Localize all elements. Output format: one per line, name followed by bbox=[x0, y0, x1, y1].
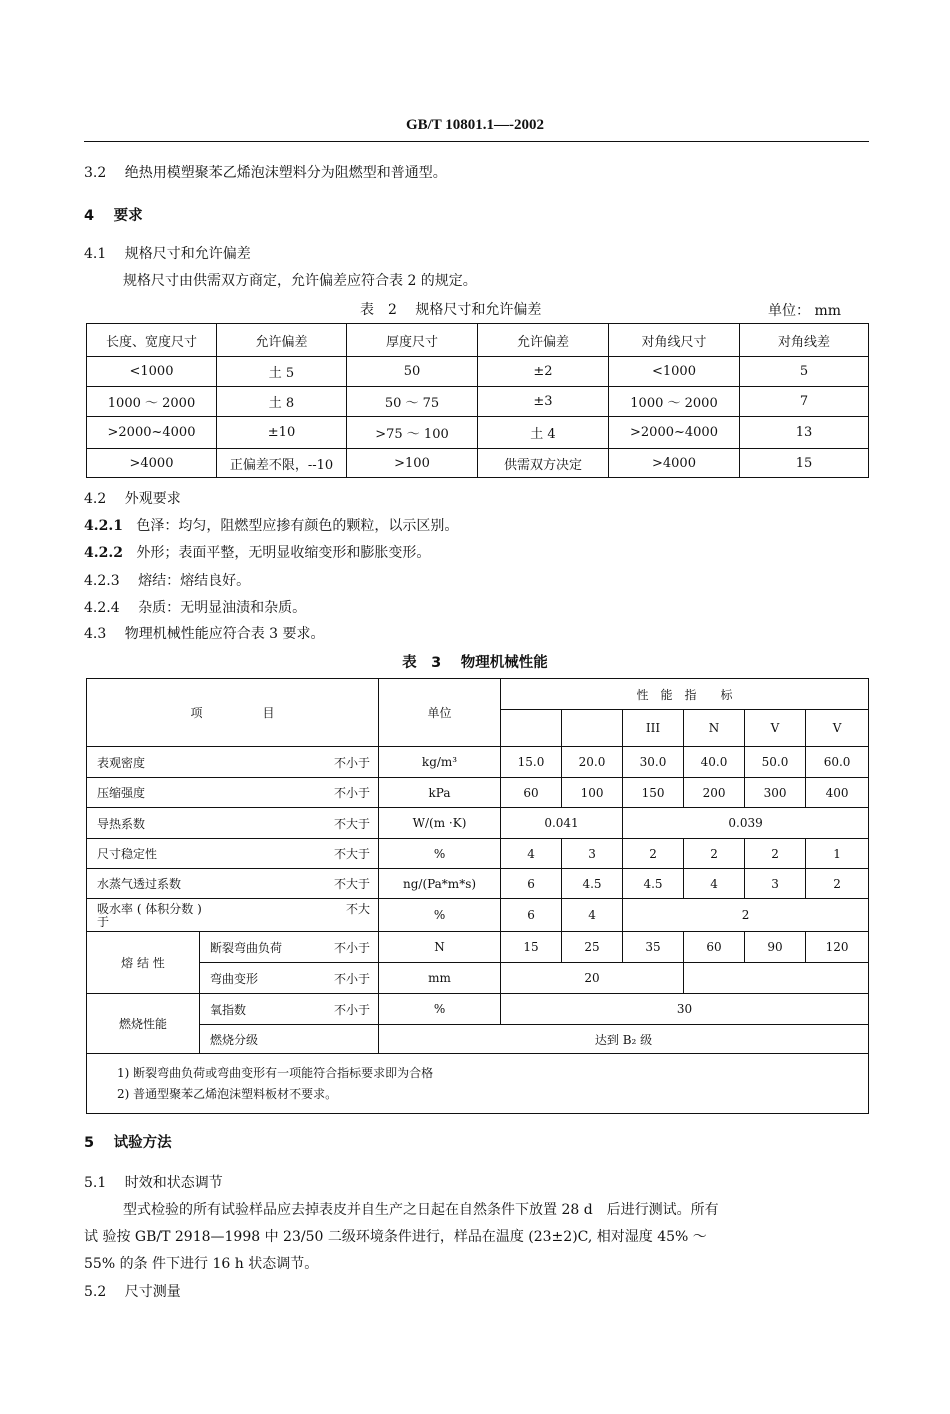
clause-text: 外形；表面平整，无明显收缩变形和膨胀变形。 bbox=[136, 545, 431, 561]
section-4-heading: 4 要求 bbox=[84, 208, 143, 224]
table2-header: 长度、宽度尺寸 bbox=[87, 324, 217, 357]
value-cell: 4 bbox=[684, 869, 745, 899]
table-row bbox=[87, 963, 869, 994]
table2-cell: >4000 bbox=[87, 449, 217, 478]
value-cell: 6 bbox=[501, 899, 562, 932]
table2-header: 允许偏差 bbox=[217, 324, 347, 357]
value-cell: 20.0 bbox=[562, 747, 623, 778]
property-condition: 不大于 bbox=[334, 816, 371, 831]
table2-cell: >75 ～ 100 bbox=[347, 417, 478, 449]
property-condition: 不小于 bbox=[334, 971, 371, 986]
value-cell: 60 bbox=[501, 778, 562, 808]
value-cell: 6 bbox=[501, 869, 562, 899]
value-cell: 60 bbox=[684, 932, 745, 963]
unit-cell: kPa bbox=[379, 778, 501, 808]
table2-cell: 1000 ～ 2000 bbox=[87, 387, 217, 417]
value-cell: 200 bbox=[684, 778, 745, 808]
table-row bbox=[87, 449, 869, 478]
table2-cell: 13 bbox=[740, 417, 869, 449]
property-name: 尺寸稳定性 bbox=[97, 847, 158, 861]
table2-caption: 表 2 规格尺寸和允许偏差 bbox=[360, 302, 542, 318]
table2-unit: 单位： mm bbox=[768, 303, 842, 319]
table2-header: 对角线尺寸 bbox=[609, 324, 740, 357]
value-cell: 15.0 bbox=[501, 747, 562, 778]
table-row bbox=[87, 387, 869, 417]
value-cell: 15 bbox=[501, 932, 562, 963]
property-name: 断裂弯曲负荷 bbox=[210, 940, 283, 955]
unit-cell: kg/m³ bbox=[379, 747, 501, 778]
clause-number: 4.2.2 bbox=[84, 545, 123, 561]
property-cell bbox=[87, 747, 379, 778]
table-row bbox=[87, 839, 869, 869]
table2-cell: ±3 bbox=[478, 387, 609, 417]
property-cell bbox=[87, 808, 379, 839]
value-cell: 4 bbox=[562, 899, 623, 932]
table2-cell: 正偏差不限，--10 bbox=[217, 449, 347, 478]
value-cell: 30 bbox=[501, 994, 869, 1025]
property-name: 导热系数 bbox=[97, 816, 146, 831]
value-cell: 2 bbox=[745, 839, 806, 869]
unit-cell: % bbox=[379, 994, 501, 1025]
value-cell: 4 bbox=[501, 839, 562, 869]
table2-cell: <1000 bbox=[87, 357, 217, 387]
grade-cell bbox=[562, 710, 623, 747]
table-row bbox=[87, 869, 869, 899]
table3-note: 2) 普通型聚苯乙烯泡沫塑料板材不要求。 bbox=[117, 1086, 338, 1101]
property-cell bbox=[200, 963, 379, 994]
property-cell bbox=[87, 778, 379, 808]
table2-cell: 50 ～ 75 bbox=[347, 387, 478, 417]
clause-4-2: 4.2 外观要求 bbox=[84, 491, 181, 507]
value-cell: 1 bbox=[806, 839, 869, 869]
property-condition: 不大于 bbox=[334, 847, 371, 861]
value-cell: 0.039 bbox=[623, 808, 869, 839]
clause-5-1-line3: 55% 的条 件下进行 16 h 状态调节。 bbox=[84, 1256, 319, 1272]
table-row bbox=[87, 808, 869, 839]
property-name: 吸水率 ( 体积分数 ) bbox=[97, 902, 202, 916]
property-cell bbox=[87, 899, 379, 932]
table3-notes-row bbox=[87, 1054, 869, 1114]
unit-cell: ng/(Pa*m*s) bbox=[379, 869, 501, 899]
table3-header-item: 项 目 bbox=[87, 679, 379, 747]
table2-cell: ±10 bbox=[217, 417, 347, 449]
clause-text: 色泽：均匀，阻燃型应掺有颜色的颗粒，以示区别。 bbox=[136, 518, 459, 534]
unit-cell: % bbox=[379, 839, 501, 869]
table2-cell: 土 5 bbox=[217, 357, 347, 387]
unit-cell: mm bbox=[379, 963, 501, 994]
grade-cell: V bbox=[806, 710, 869, 747]
property-condition-tail: 于 bbox=[97, 915, 110, 929]
value-cell: 20 bbox=[501, 963, 684, 994]
property-condition: 不小于 bbox=[334, 786, 371, 800]
clause-4-1: 4.1 规格尺寸和允许偏差 bbox=[84, 246, 251, 262]
table2-header: 厚度尺寸 bbox=[347, 324, 478, 357]
grade-cell: III bbox=[623, 710, 684, 747]
clause-5-1: 5.1 时效和状态调节 bbox=[84, 1175, 223, 1191]
table2-cell: 土 8 bbox=[217, 387, 347, 417]
table2-cell: 7 bbox=[740, 387, 869, 417]
standard-code-header: GB/T 10801.1—-2002 bbox=[405, 117, 545, 133]
table2-header: 允许偏差 bbox=[478, 324, 609, 357]
table2-cell: <1000 bbox=[609, 357, 740, 387]
table-row bbox=[87, 357, 869, 387]
property-cell bbox=[200, 994, 379, 1025]
value-cell: 120 bbox=[806, 932, 869, 963]
property-name: 燃烧分级 bbox=[200, 1025, 379, 1054]
table3-header-unit: 单位 bbox=[379, 679, 501, 747]
value-cell: 3 bbox=[562, 839, 623, 869]
clause-4-1-text: 规格尺寸由供需双方商定，允许偏差应符合表 2 的规定。 bbox=[123, 273, 477, 289]
value-cell: 150 bbox=[623, 778, 684, 808]
value-cell: 2 bbox=[806, 869, 869, 899]
value-cell: 2 bbox=[684, 839, 745, 869]
table3-caption: 表 3 物理机械性能 bbox=[402, 655, 548, 671]
table2-cell: ±2 bbox=[478, 357, 609, 387]
header-rule bbox=[84, 141, 869, 142]
table3-notes bbox=[87, 1054, 869, 1114]
value-cell: 4.5 bbox=[562, 869, 623, 899]
table2 bbox=[86, 323, 869, 478]
table2-cell: >4000 bbox=[609, 449, 740, 478]
table2-cell: 土 4 bbox=[478, 417, 609, 449]
value-cell: 300 bbox=[745, 778, 806, 808]
property-condition: 不大 bbox=[346, 902, 371, 916]
property-name: 压缩强度 bbox=[97, 786, 146, 800]
table-row bbox=[87, 747, 869, 778]
value-cell: 2 bbox=[623, 839, 684, 869]
table3-header-performance: 性 能 指 标 bbox=[501, 679, 869, 710]
table-row bbox=[87, 417, 869, 449]
table2-cell: >100 bbox=[347, 449, 478, 478]
grade-cell bbox=[501, 710, 562, 747]
value-cell: 达到 B₂ 级 bbox=[379, 1025, 869, 1054]
value-cell: 3 bbox=[745, 869, 806, 899]
property-name: 水蒸气透过系数 bbox=[97, 877, 182, 891]
property-name: 表观密度 bbox=[97, 755, 146, 770]
table2-cell: 50 bbox=[347, 357, 478, 387]
property-condition: 不小于 bbox=[334, 940, 371, 955]
table2-header: 对角线差 bbox=[740, 324, 869, 357]
value-cell: 100 bbox=[562, 778, 623, 808]
clause-5-2: 5.2 尺寸测量 bbox=[84, 1284, 181, 1300]
table3 bbox=[86, 678, 869, 1114]
value-cell: 90 bbox=[745, 932, 806, 963]
value-cell: 0.041 bbox=[501, 808, 623, 839]
table2-cell: 15 bbox=[740, 449, 869, 478]
clause-4-3: 4.3 物理机械性能应符合表 3 要求。 bbox=[84, 626, 325, 642]
clause-number: 4.2.1 bbox=[84, 518, 123, 534]
table-row bbox=[87, 994, 869, 1025]
property-condition: 不小于 bbox=[334, 1002, 371, 1017]
clause-4-2-3: 4.2.3 熔结：熔结良好。 bbox=[84, 573, 251, 589]
section-5-heading: 5 试验方法 bbox=[84, 1135, 172, 1151]
table2-cell: 供需双方决定 bbox=[478, 449, 609, 478]
grade-cell: N bbox=[684, 710, 745, 747]
table-row bbox=[87, 1025, 869, 1054]
table2-header-row bbox=[87, 324, 869, 357]
value-cell: 4.5 bbox=[623, 869, 684, 899]
property-name: 氧指数 bbox=[210, 1002, 247, 1017]
table3-header-row bbox=[87, 679, 869, 710]
table-row bbox=[87, 778, 869, 808]
clause-5-1-line1: 型式检验的所有试验样品应去掉表皮并自生产之日起在自然条件下放置 28 d 后进行测试。所有 bbox=[123, 1202, 719, 1218]
property-condition: 不大于 bbox=[334, 877, 371, 891]
table2-cell: >2000~4000 bbox=[87, 417, 217, 449]
table-row bbox=[87, 932, 869, 963]
property-name: 弯曲变形 bbox=[210, 971, 259, 986]
value-cell: 35 bbox=[623, 932, 684, 963]
unit-cell: W/(m ·K) bbox=[379, 808, 501, 839]
clause-3-2: 3.2 绝热用模塑聚苯乙烯泡沫塑料分为阻燃型和普通型。 bbox=[84, 165, 447, 181]
value-cell: 60.0 bbox=[806, 747, 869, 778]
grade-cell: V bbox=[745, 710, 806, 747]
value-cell: 40.0 bbox=[684, 747, 745, 778]
table2-cell: >2000~4000 bbox=[609, 417, 740, 449]
unit-cell: % bbox=[379, 899, 501, 932]
value-cell: 50.0 bbox=[745, 747, 806, 778]
value-cell: 2 bbox=[623, 899, 869, 932]
fusion-group-cell: 熔 结 性 bbox=[87, 932, 200, 994]
burn-group-cell: 燃烧性能 bbox=[87, 994, 200, 1054]
property-condition: 不小于 bbox=[334, 755, 371, 770]
value-cell bbox=[684, 963, 869, 994]
property-cell bbox=[87, 869, 379, 899]
clause-4-2-2 bbox=[84, 542, 430, 562]
clause-5-1-line2: 试 验按 GB/T 2918—1998 中 23/50 二级环境条件进行，样品在温度 (23±2)C, 相对湿度 45% ～ bbox=[84, 1229, 707, 1245]
value-cell: 25 bbox=[562, 932, 623, 963]
table2-cell: 1000 ～ 2000 bbox=[609, 387, 740, 417]
clause-4-2-4: 4.2.4 杂质：无明显油渍和杂质。 bbox=[84, 600, 307, 616]
value-cell: 400 bbox=[806, 778, 869, 808]
table-row bbox=[87, 899, 869, 932]
clause-4-2-1 bbox=[84, 515, 458, 535]
value-cell: 30.0 bbox=[623, 747, 684, 778]
table2-cell: 5 bbox=[740, 357, 869, 387]
table3-note: 1) 断裂弯曲负荷或弯曲变形有一项能符合指标要求即为合格 bbox=[117, 1065, 434, 1080]
property-cell bbox=[87, 839, 379, 869]
unit-cell: N bbox=[379, 932, 501, 963]
property-cell bbox=[200, 932, 379, 963]
